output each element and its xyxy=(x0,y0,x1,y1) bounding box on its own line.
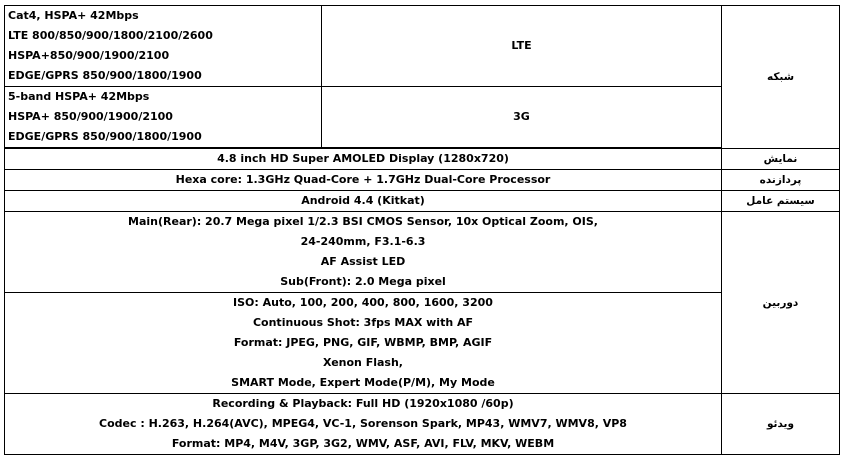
camera-label: دوربین xyxy=(722,212,840,394)
camera-line: Format: JPEG, PNG, GIF, WBMP, BMP, AGIF xyxy=(233,336,493,349)
video-line: Codec : H.263, H.264(AVC), MPEG4, VC-1, Sorenson Spark, MP43, WMV7, WMV8, VP8 xyxy=(99,417,627,430)
3g-line: EDGE/GPRS 850/900/1800/1900 xyxy=(8,130,202,143)
camera-line: Sub(Front): 2.0 Mega pixel xyxy=(280,275,446,288)
video-cell xyxy=(5,394,722,455)
video-row xyxy=(5,394,840,455)
display-value: 4.8 inch HD Super AMOLED Display (1280x720) xyxy=(5,148,722,170)
lte-bands-cell xyxy=(5,6,322,87)
display-label: نمایش xyxy=(722,148,840,170)
lte-line: HSPA+850/900/1900/2100 xyxy=(8,49,170,62)
network-lte-row xyxy=(5,6,840,87)
video-line: Format: MP4, M4V, 3GP, 3G2, WMV, ASF, AVI, FLV, MKV, WEBM xyxy=(171,437,555,450)
spec-table xyxy=(4,5,840,455)
lte-line: EDGE/GPRS 850/900/1800/1900 xyxy=(8,69,202,82)
camera-line: ISO: Auto, 100, 200, 400, 800, 1600, 3200 xyxy=(233,296,493,309)
camera-line: SMART Mode, Expert Mode(P/M), My Mode xyxy=(231,376,495,389)
3g-line: HSPA+ 850/900/1900/2100 xyxy=(8,110,173,123)
camera-line: 24-240mm, F3.1-6.3 xyxy=(300,235,426,248)
camera-row-features xyxy=(5,293,840,394)
video-line: Recording & Playback: Full HD (1920x1080 /60p) xyxy=(212,397,514,410)
display-row xyxy=(5,148,840,170)
processor-label: پردازنده xyxy=(722,170,840,191)
network-3g-row xyxy=(5,87,840,149)
lte-type-cell: LTE xyxy=(322,6,722,87)
os-row xyxy=(5,191,840,212)
camera-features-cell xyxy=(5,293,722,394)
camera-row-main xyxy=(5,212,840,293)
camera-main-cell xyxy=(5,212,722,293)
3g-bands-cell xyxy=(5,87,322,149)
video-label: ویدئو xyxy=(722,394,840,455)
lte-line: Cat4, HSPA+ 42Mbps xyxy=(8,9,139,22)
camera-line: AF Assist LED xyxy=(320,255,406,268)
lte-line: LTE 800/850/900/1800/2100/2600 xyxy=(8,29,213,42)
os-label: سیستم عامل xyxy=(722,191,840,212)
camera-line: Main(Rear): 20.7 Mega pixel 1/2.3 BSI CMOS Sensor, 10x Optical Zoom, OIS, xyxy=(128,215,598,228)
camera-line: Continuous Shot: 3fps MAX with AF xyxy=(252,316,474,329)
3g-line: 5-band HSPA+ 42Mbps xyxy=(8,90,150,103)
processor-row xyxy=(5,170,840,191)
network-label: شبکه xyxy=(722,6,840,149)
camera-line: Xenon Flash, xyxy=(323,356,403,369)
processor-value: Hexa core: 1.3GHz Quad-Core + 1.7GHz Dual-Core Processor xyxy=(5,170,722,191)
os-value: Android 4.4 (Kitkat) xyxy=(5,191,722,212)
3g-type-cell: 3G xyxy=(322,87,722,149)
